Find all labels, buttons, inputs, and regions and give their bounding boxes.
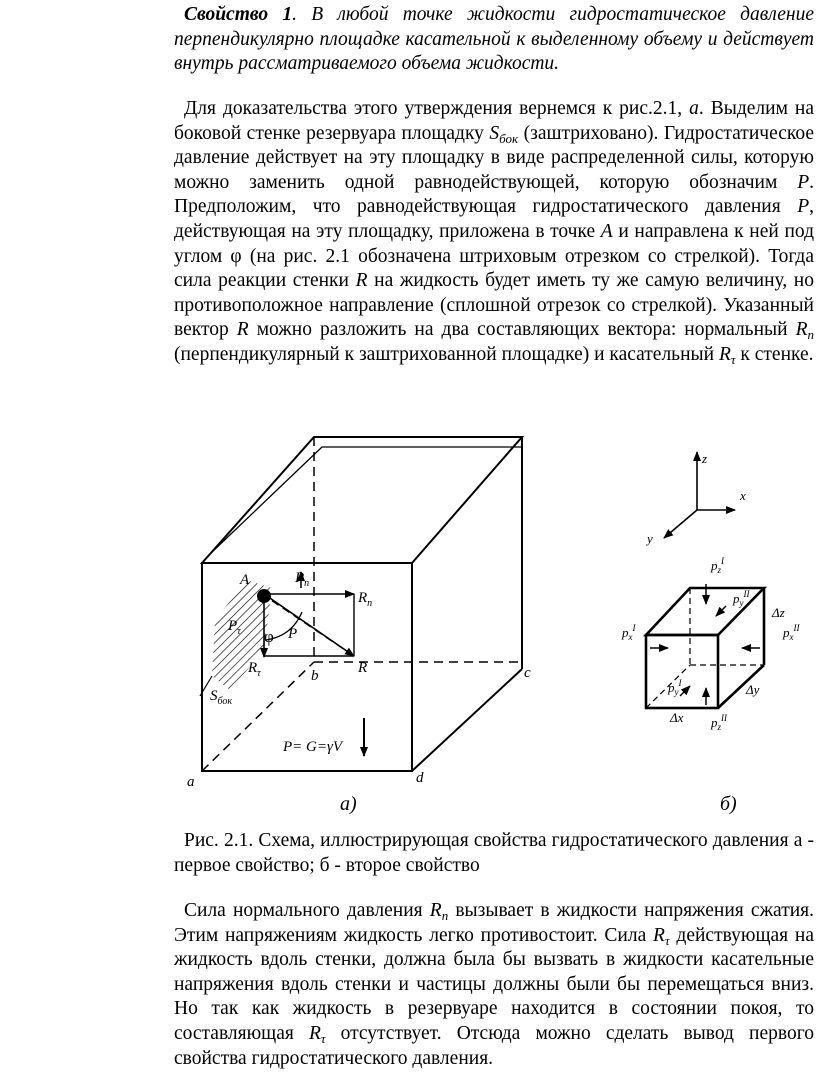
text: (перпендикулярный к заштрихованной площадке) и касательный [174, 343, 719, 365]
label-py2: p [733, 591, 740, 606]
label-P: P [288, 626, 298, 642]
text: к стенке. [735, 343, 814, 365]
cube-force-arrows [650, 584, 760, 705]
label-axis-x: x [740, 488, 746, 503]
axis-y [664, 510, 697, 538]
subscript-x: x [628, 632, 633, 642]
symbol-S: S [489, 122, 500, 144]
label-pz1: p [711, 558, 718, 573]
svg-text:Sбок [210, 688, 232, 707]
superscript-I: I [632, 623, 636, 633]
text: Для доказательства этого утверждения вернемся к рис.2.1, [184, 98, 690, 119]
subscript-n: n [367, 598, 373, 609]
property-title: Свойство 1 [184, 4, 293, 25]
label-Rn: R [358, 590, 368, 606]
symbol-Rn: R [429, 900, 442, 921]
label-A: A [240, 572, 250, 588]
text: и направлена к ней под углом φ (на рис. 2.1 обозначена штриховым отрезком со стрелкой). Тогда сила реакции стенки [174, 220, 814, 292]
symbol-Rn: R [795, 319, 808, 341]
superscript-I: I [678, 678, 682, 688]
label-axis-z: z [702, 451, 708, 466]
text: Сила нормального давления [184, 900, 430, 921]
text: вызывает в жидкости напряжения сжатия. Этим напряжениям жидкость легко противостоит. Сила [174, 900, 814, 946]
label-py1: p [668, 680, 675, 695]
subscript-tau: τ [320, 1030, 326, 1046]
label-Pt: P [228, 618, 238, 634]
arrow-py2 [716, 606, 726, 616]
superscript-II: II [793, 623, 800, 633]
caption-a: а) [340, 793, 357, 815]
label-S: S [210, 688, 218, 704]
subscript-tau: τ [257, 668, 261, 679]
text: (заштриховано). Гидростатическое давление действует на эту площадку в виде распределенной силы, которую можно заменить одной равнодействующей, которую обозначим [174, 122, 814, 193]
svg-text:Rn [357, 590, 372, 609]
label-phi: φ [264, 627, 274, 646]
paragraph-conclusion [174, 899, 814, 1071]
subscript-tau: τ [237, 626, 241, 637]
svg-text:pxII [782, 623, 800, 642]
svg-text:pzII [710, 713, 728, 732]
subscript-y: y [739, 598, 744, 608]
label-pz2: p [711, 715, 718, 730]
subscript-n: n [304, 578, 310, 589]
text: . Выделим на боковой стенке резервуара площадку [174, 98, 814, 144]
label-d: d [416, 770, 424, 786]
formula-P-G: P= G=γV [283, 739, 343, 755]
symbol-Rt: R [653, 924, 665, 946]
label-delta-x: Δx [670, 710, 684, 725]
label-R: R [358, 660, 368, 676]
box-top-inner-edge [211, 447, 322, 553]
caption-b: б) [720, 793, 737, 815]
svg-text:Rτ [247, 660, 261, 679]
figure-b [664, 452, 735, 538]
svg-text:pyI [667, 678, 683, 697]
symbol-R: R [355, 270, 368, 292]
property-text: . В любой точке жидкости гидростатическое давление перпендикулярно площадке касательной к выделенному объему и действует внутрь рассматриваемого объема жидкости. [174, 4, 814, 75]
label-b: b [311, 668, 319, 684]
label-a: a [187, 774, 195, 790]
label-px2: p [783, 625, 790, 640]
svg-text:pzI [710, 556, 725, 575]
symbol-A: A [600, 220, 613, 242]
symbol-Rt: R [308, 1022, 321, 1044]
text: на жидкость будет иметь ту же самую величину, но противоположное направление (сплошной отрезок со стрелкой). Указанный вектор [174, 270, 814, 341]
subscript-tau: τ [664, 932, 670, 948]
subscript-bok: бок [217, 696, 233, 707]
subscript-n: n [441, 908, 449, 923]
label-delta-y: Δy [746, 682, 760, 697]
svg-text:pxI [621, 623, 637, 642]
superscript-II: II [721, 713, 728, 723]
subscript-z: z [717, 722, 722, 732]
text: действующая на жидкость вдоль стенки, должна была бы вызвать в жидкости касательные напряжения вдоль стенки и частицы должны были бы перемещаться вниз. Но так как жидкость в резервуаре находится в состоянии покоя, то составляющая [174, 924, 814, 1044]
subscript-x: x [789, 632, 794, 642]
subscript-bok: бок [499, 130, 519, 146]
figure-caption: Рис. 2.1. Схема, иллюстрирующая свойства гидростатического давления а - первое свойство; б - второе свойство [174, 830, 814, 876]
subscript-tau: τ [730, 351, 736, 367]
symbol-P: P [797, 171, 810, 193]
text: . Предположим, что равнодействующая гидростатического давления [174, 171, 814, 218]
label-delta-z: Δz [772, 605, 785, 620]
symbol-R: R [236, 319, 249, 341]
label-Rt: R [248, 660, 258, 676]
superscript-I: I [721, 556, 725, 566]
text: , действующая на эту площадку, приложена в точке [174, 196, 814, 242]
label-c: c [524, 665, 531, 681]
text: отсутствует. Отсюда можно сделать вывод первого свойства гидростатического давления. [174, 1022, 814, 1069]
subscript-n: n [807, 327, 814, 343]
subscript-y: y [674, 687, 679, 697]
superscript-II: II [743, 589, 750, 599]
label-Pn: P [295, 570, 305, 586]
box-bottom-right-edge [412, 669, 522, 771]
label-px1: p [622, 625, 629, 640]
text: можно разложить на два составляющих вектора: нормальный [248, 319, 796, 341]
label-axis-y: y [647, 531, 653, 546]
box-top-face [202, 437, 522, 563]
symbol-Rt: R [718, 343, 731, 365]
symbol-a: а [689, 98, 699, 119]
symbol-P: P [797, 196, 810, 218]
point-A [258, 590, 270, 602]
subscript-z: z [717, 565, 722, 575]
arrow-py1 [680, 686, 690, 696]
